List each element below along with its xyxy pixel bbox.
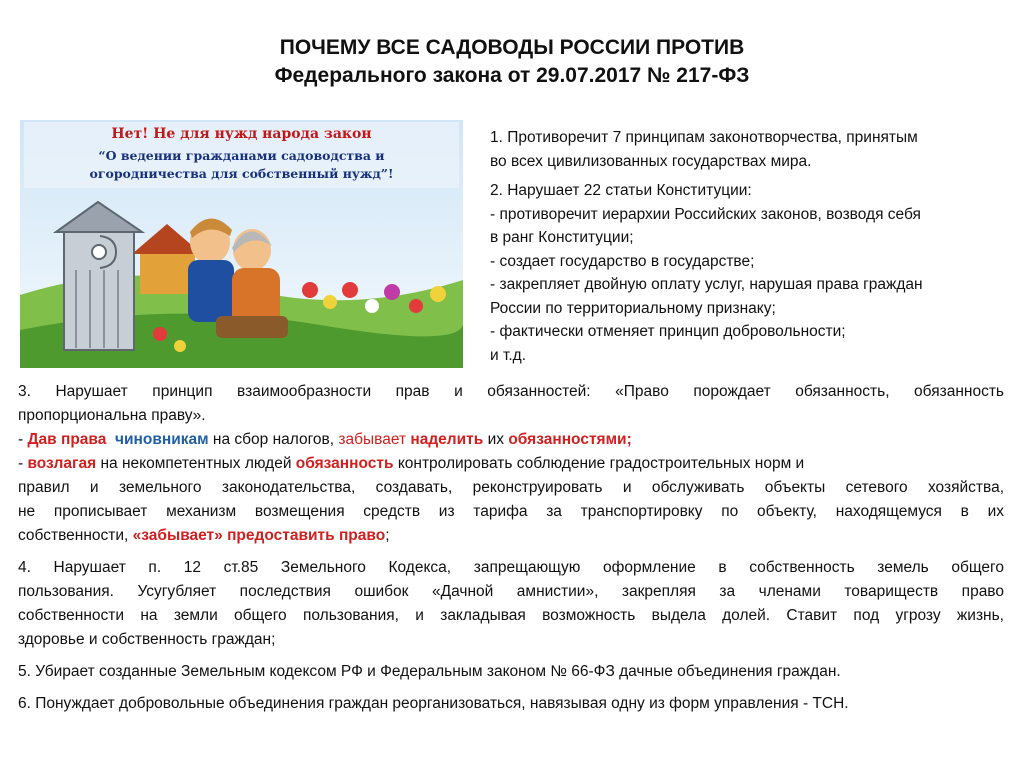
- point-2-line-7: - фактически отменяет принцип добровольности;: [490, 323, 846, 340]
- point-3-text-5: собственности,: [18, 527, 133, 544]
- point-3: [18, 380, 1004, 548]
- point-3-line-4: [18, 452, 1004, 476]
- point-5-line-1: 5. Убирает созданные Земельным кодексом РФ и Федеральным законом № 66-ФЗ дачные объединения граждан.: [18, 663, 841, 680]
- point-6: [18, 692, 1004, 716]
- point-1-line-1: 1. Противоречит 7 принципам законотворчества, принятым: [490, 129, 918, 146]
- point-3-text-3: на некомпетентных людей: [96, 455, 296, 472]
- point-6-line-1: 6. Понуждает добровольные объединения граждан реорганизоваться, навязывая одну из форм управления - ТСН.: [18, 695, 849, 712]
- highlight-dav-prava: Дав права: [27, 431, 107, 448]
- points-right-column: [490, 126, 1010, 373]
- point-3-text: на сбор налогов,: [208, 431, 339, 448]
- point-3-line-6: не прописывает механизм возмещения средств из тарифа за транспортировку по объекту, находящемуся в их: [18, 503, 1004, 520]
- point-2: [490, 179, 1010, 367]
- point-3-dash: -: [18, 431, 28, 448]
- point-3-line-3: [18, 428, 1004, 452]
- point-3-line-7: [18, 524, 1004, 548]
- point-3-text-4: контролировать соблюдение градостроительных норм и: [393, 455, 805, 472]
- caption-line-1: Нет! Не для нужд народа закон: [111, 126, 372, 142]
- point-3-line-2: пропорциональна праву».: [18, 407, 206, 424]
- point-4-line-1: 4. Нарушает п. 12 ст.85 Земельного Кодекса, запрещающую оформление в собственность земель общего: [18, 559, 1004, 576]
- title-line-1: ПОЧЕМУ ВСЕ САДОВОДЫ РОССИИ ПРОТИВ: [279, 36, 745, 59]
- point-2-line-6: России по территориальному признаку;: [490, 299, 776, 317]
- point-3-line-5: правил и земельного законодательства, создавать, реконструировать и обслуживать объекты сетевого хозяйства,: [18, 479, 1004, 496]
- highlight-zabyvaet: забывает: [338, 431, 407, 448]
- point-3-line-1: 3. Нарушает принцип взаимообразности прав и обязанностей: «Право порождает обязанность, обязанность: [18, 383, 1004, 400]
- highlight-chinovnikam: чиновникам: [115, 431, 209, 448]
- highlight-vozlagaya: возлагая: [27, 455, 97, 472]
- points-full-width: [18, 380, 1004, 724]
- caption-line-3: огородничества для собственный нужд”!: [89, 166, 394, 181]
- point-1-line-2: во всех цивилизованных государствах мира.: [490, 152, 812, 170]
- point-4-line-4: здоровье и собственность граждан;: [18, 631, 276, 648]
- house-wall: [140, 252, 195, 294]
- outhouse: [56, 202, 142, 350]
- point-4: [18, 556, 1004, 652]
- point-3-dash-2: -: [18, 455, 28, 472]
- point-2-line-4: - создает государство в государстве;: [490, 252, 755, 270]
- highlight-obyazannost: обязанность: [295, 455, 394, 472]
- caption-line-2: “О ведении гражданами садоводства и: [98, 148, 385, 163]
- point-5: [18, 660, 1004, 684]
- point-3-text-2: их: [483, 431, 509, 448]
- point-1: [490, 126, 1010, 173]
- point-4-line-3: собственности на земли общего пользования, и закладывая возможность выдела долей. Ставит под угрозу жизнь,: [18, 607, 1004, 624]
- point-2-line-1: 2. Нарушает 22 статьи Конституции:: [490, 182, 752, 199]
- illustration: [20, 120, 463, 368]
- page-title: [0, 34, 1024, 90]
- point-2-line-8: и т.д.: [490, 346, 527, 364]
- point-3-semicolon: ;: [626, 431, 632, 448]
- point-2-line-2: - противоречит иерархии Российских законов, возводя себя: [490, 205, 921, 223]
- title-line-2: Федерального закона от 29.07.2017 № 217-ФЗ: [274, 64, 750, 87]
- highlight-zabyvaet-predostavit: «забывает» предоставить право: [132, 527, 386, 544]
- point-3-semicolon-2: ;: [385, 527, 390, 544]
- highlight-nadelit: наделить: [410, 431, 484, 448]
- point-2-line-5: - закрепляет двойную оплату услуг, нарушая права граждан: [490, 276, 923, 293]
- point-2-line-3: в ранг Конституции;: [490, 229, 634, 246]
- highlight-obyazannostyami: обязанностями: [508, 431, 627, 448]
- point-4-line-2: пользования. Усугубляет последствия ошибок «Дачной амнистии», закрепляя за членами товариществ право: [18, 583, 1004, 600]
